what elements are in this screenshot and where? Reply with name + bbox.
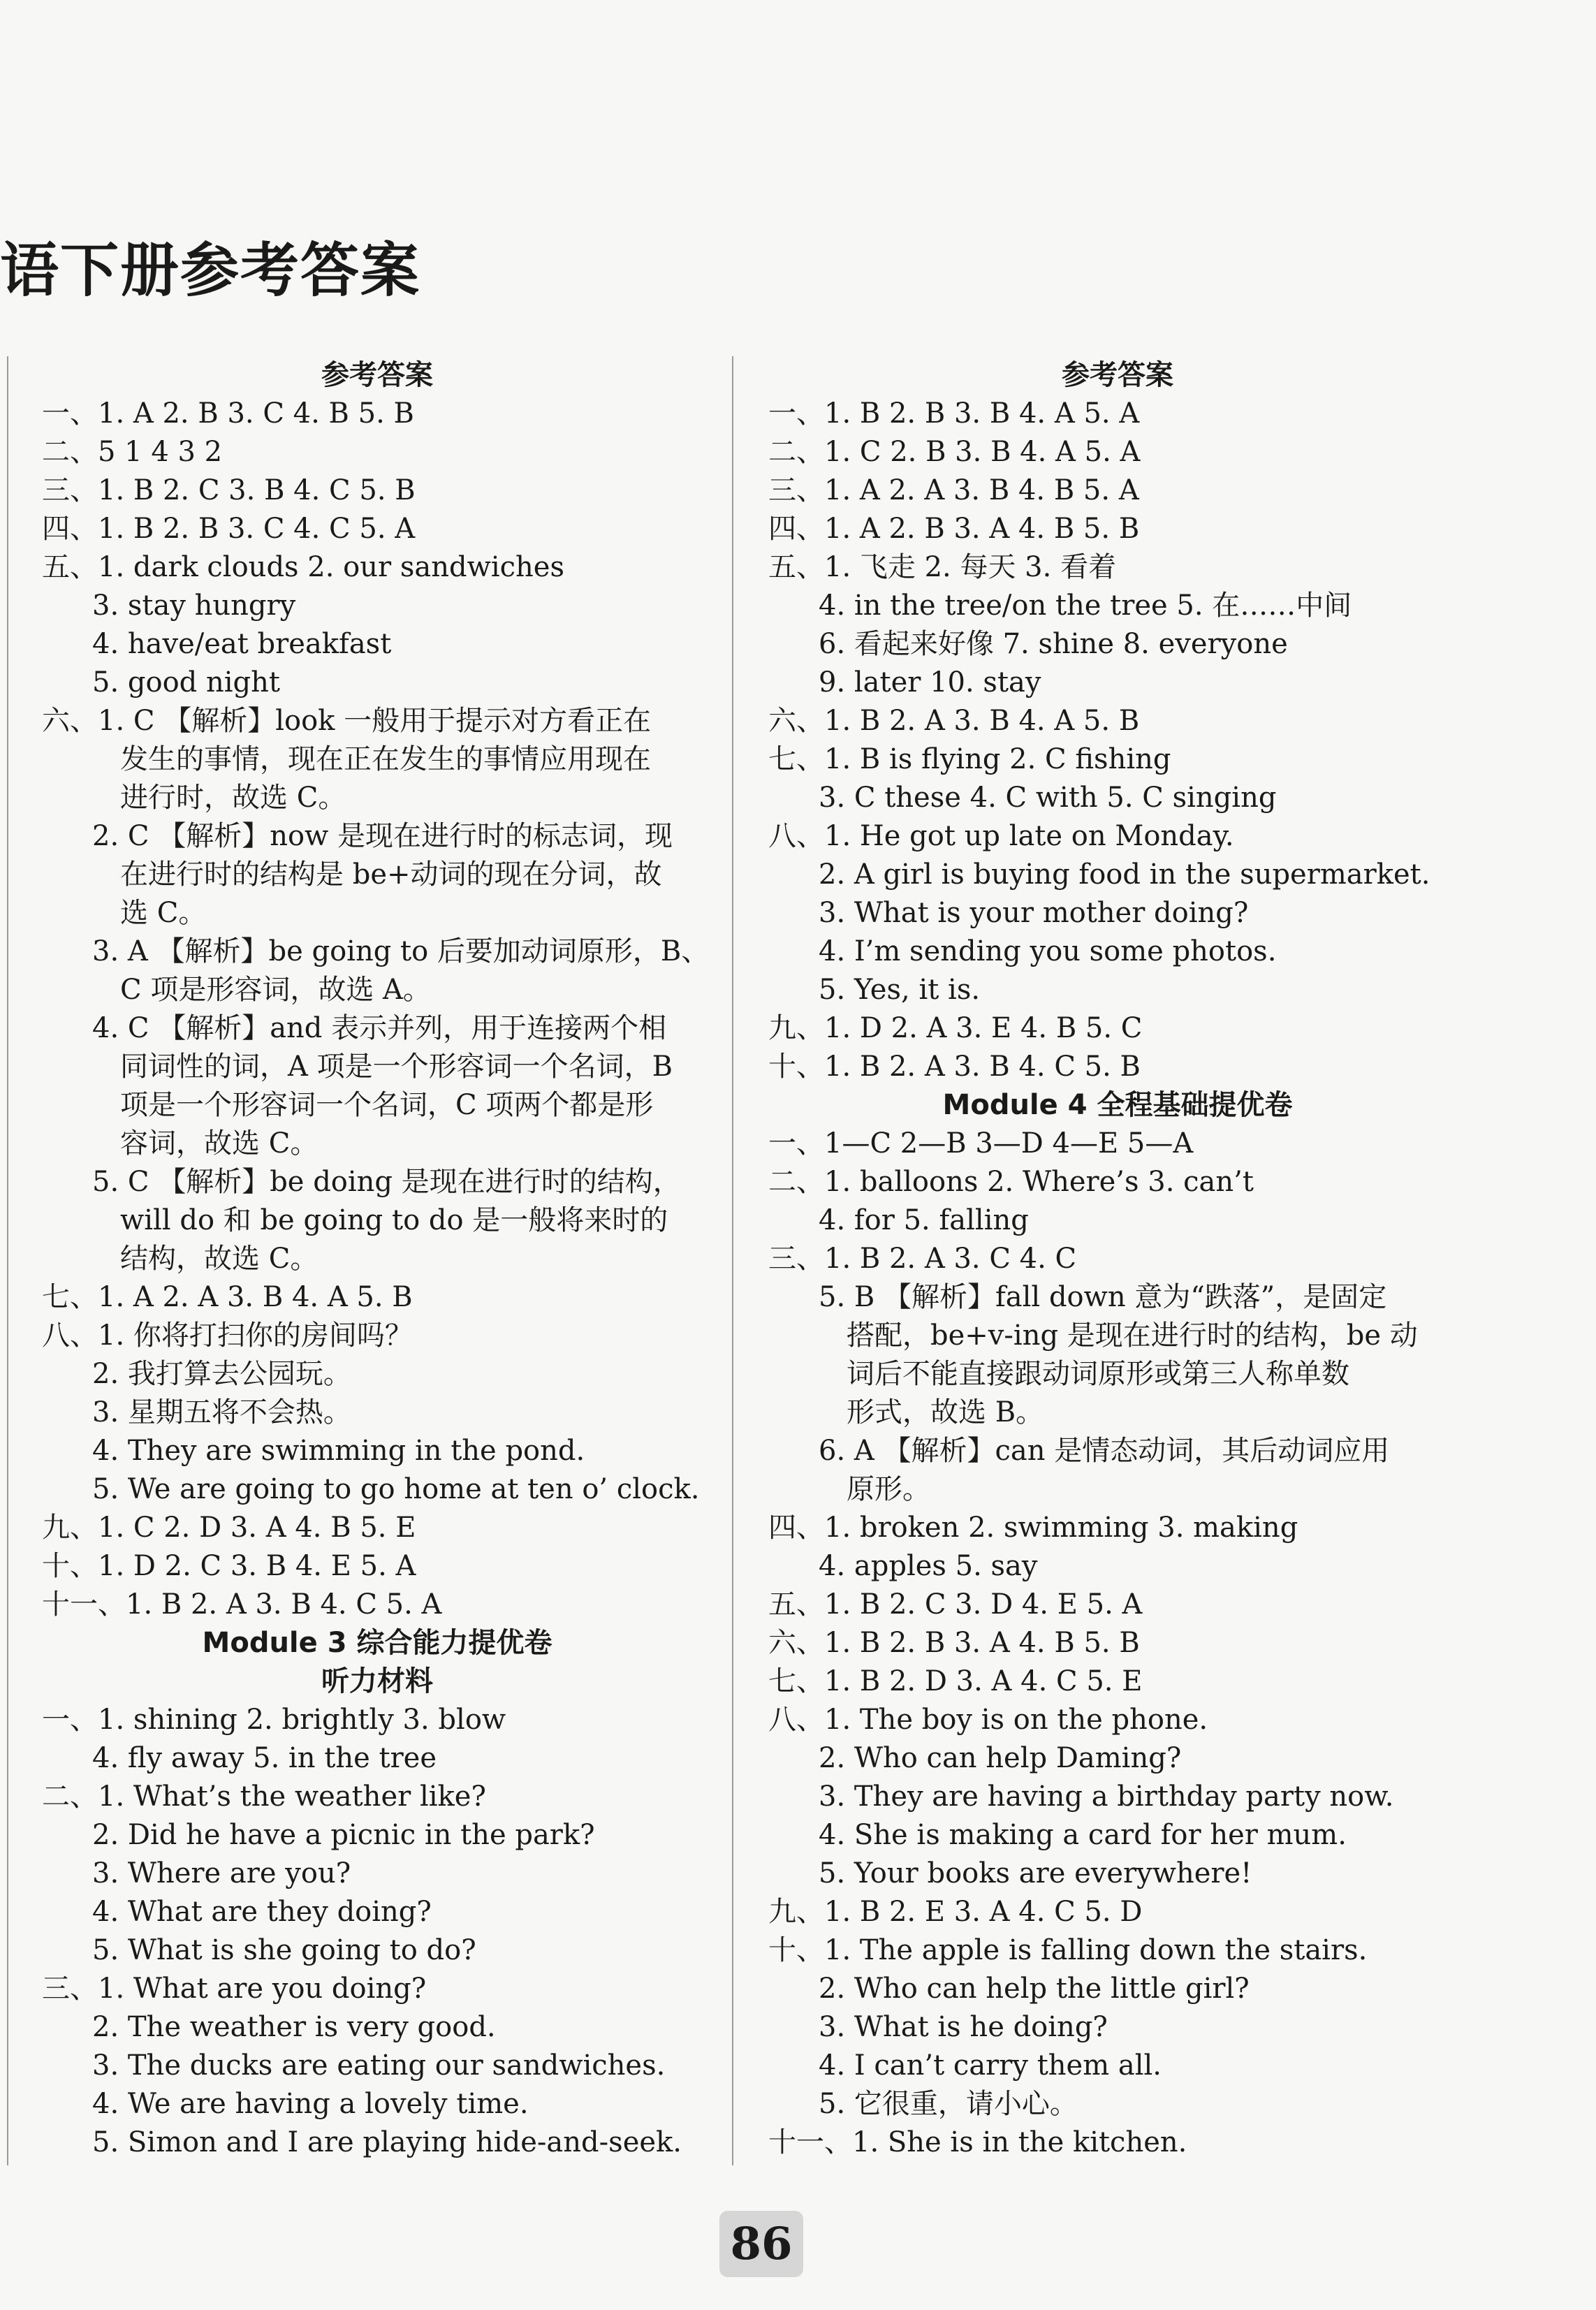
answer-line: 八、1. The boy is on the phone.: [768, 1704, 1208, 1736]
answer-line: 4. We are having a lovely time.: [92, 2088, 529, 2120]
answer-line: 4. have/eat breakfast: [92, 628, 392, 660]
answer-line: 二、5 1 4 3 2: [42, 436, 223, 468]
answer-line: 四、1. B 2. B 3. C 4. C 5. A: [42, 513, 416, 545]
left-answer-column: [42, 356, 712, 2162]
answer-line: 十一、1. B 2. A 3. B 4. C 5. A: [42, 1588, 442, 1621]
answer-line: 七、1. A 2. A 3. B 4. A 5. B: [42, 1281, 413, 1313]
answer-line: 一、1. B 2. B 3. B 4. A 5. A: [768, 397, 1140, 430]
page-number: 86: [719, 2211, 803, 2277]
answer-line: 三、1. B 2. C 3. B 4. C 5. B: [42, 474, 416, 506]
answer-line: 4. What are they doing?: [92, 1896, 432, 1928]
page-title: 语下册参考答案: [0, 236, 421, 305]
section-heading: Module 3 综合能力提优卷: [202, 1627, 552, 1659]
answer-line: 九、1. D 2. A 3. E 4. B 5. C: [768, 1012, 1143, 1044]
answer-line: 二、1. What’s the weather like?: [42, 1781, 486, 1813]
answer-line: 词后不能直接跟动词原形或第三人称单数: [847, 1358, 1349, 1390]
answer-line: 一、1. shining 2. brightly 3. blow: [42, 1704, 506, 1736]
answer-line: 搭配，be+v-ing 是现在进行时的结构，be 动: [847, 1320, 1418, 1352]
answer-line: 形式，故选 B。: [847, 1396, 1044, 1428]
answer-line: 4. I’m sending you some photos.: [819, 935, 1277, 967]
answer-line: 三、1. A 2. A 3. B 4. B 5. A: [768, 474, 1139, 506]
left-margin-rule: [7, 356, 8, 2165]
answer-line: C 项是形容词，故选 A。: [120, 974, 431, 1006]
answer-line: 5. C 【解析】be doing 是现在进行时的结构，: [92, 1166, 681, 1198]
answer-line: 三、1. B 2. A 3. C 4. C: [768, 1243, 1077, 1275]
answer-line: 八、1. 你将打扫你的房间吗？: [42, 1320, 413, 1352]
answer-line: 十一、1. She is in the kitchen.: [768, 2126, 1187, 2158]
answer-line: 六、1. B 2. A 3. B 4. A 5. B: [768, 705, 1140, 737]
answer-line: 七、1. B 2. D 3. A 4. C 5. E: [768, 1665, 1143, 1697]
answer-line: 2. Did he have a picnic in the park?: [92, 1819, 595, 1851]
answer-line: 2. A girl is buying food in the supermarket.: [819, 858, 1430, 891]
answer-line: 4. She is making a card for her mum.: [819, 1819, 1347, 1851]
section-heading: 参考答案: [1062, 359, 1173, 391]
answer-line: 八、1. He got up late on Monday.: [768, 820, 1234, 852]
answer-line: 原形。: [847, 1473, 930, 1505]
answer-line: 3. What is your mother doing?: [819, 897, 1249, 929]
answer-line: 3. They are having a birthday party now.: [819, 1781, 1394, 1813]
answer-line: 4. in the tree/on the tree 5. 在……中间: [819, 590, 1352, 622]
answer-line: 3. stay hungry: [92, 590, 296, 622]
answer-line: 3. 星期五将不会热。: [92, 1396, 351, 1428]
answer-line: 4. fly away 5. in the tree: [92, 1742, 437, 1774]
answer-line: 2. Who can help the little girl?: [819, 1973, 1250, 2005]
answer-line: 五、1. B 2. C 3. D 4. E 5. A: [768, 1588, 1143, 1621]
answer-line: 3. A 【解析】be going to 后要加动词原形，B、: [92, 935, 710, 967]
right-answer-column: [768, 356, 1467, 2162]
answer-line: 四、1. A 2. B 3. A 4. B 5. B: [768, 513, 1140, 545]
answer-line: 六、1. B 2. B 3. A 4. B 5. B: [768, 1627, 1140, 1659]
answer-line: 四、1. broken 2. swimming 3. making: [768, 1512, 1298, 1544]
answer-line: 一、1. A 2. B 3. C 4. B 5. B: [42, 397, 414, 430]
answer-line: 6. A 【解析】can 是情态动词，其后动词应用: [819, 1435, 1390, 1467]
answer-line: 9. later 10. stay: [819, 666, 1041, 699]
answer-line: 十、1. D 2. C 3. B 4. E 5. A: [42, 1550, 416, 1582]
answer-line: 3. Where are you?: [92, 1857, 351, 1889]
answer-line: 2. 我打算去公园玩。: [92, 1358, 351, 1390]
answer-line: 五、1. dark clouds 2. our sandwiches: [42, 551, 564, 583]
answer-line: 一、1—C 2—B 3—D 4—E 5—A: [768, 1127, 1194, 1160]
answer-line: 5. B 【解析】fall down 意为“跌落”，是固定: [819, 1281, 1387, 1313]
section-heading: 参考答案: [321, 359, 433, 391]
answer-line: will do 和 be going to do 是一般将来时的: [120, 1204, 668, 1236]
answer-line: 4. for 5. falling: [819, 1204, 1029, 1236]
answer-line: 进行时，故选 C。: [120, 782, 346, 814]
answer-line: 4. apples 5. say: [819, 1550, 1038, 1582]
answer-line: 九、1. B 2. E 3. A 4. C 5. D: [768, 1896, 1143, 1928]
answer-line: 5. We are going to go home at ten o’ clock.: [92, 1473, 700, 1505]
answer-line: 同词性的词，A 项是一个形容词一个名词，B: [120, 1051, 673, 1083]
answer-line: 5. Yes, it is.: [819, 974, 981, 1006]
answer-line: 3. The ducks are eating our sandwiches.: [92, 2049, 666, 2082]
answer-line: 4. C 【解析】and 表示并列，用于连接两个相: [92, 1012, 667, 1044]
answer-line: 项是一个形容词一个名词，C 项两个都是形: [120, 1089, 654, 1121]
answer-line: 十、1. B 2. A 3. B 4. C 5. B: [768, 1051, 1141, 1083]
answer-line: 十、1. The apple is falling down the stairs.: [768, 1934, 1368, 1966]
answer-line: 二、1. C 2. B 3. B 4. A 5. A: [768, 436, 1141, 468]
answer-line: 5. good night: [92, 666, 280, 699]
answer-line: 4. They are swimming in the pond.: [92, 1435, 585, 1467]
answer-line: 5. 它很重，请小心。: [819, 2088, 1078, 2120]
answer-line: 发生的事情，现在正在发生的事情应用现在: [120, 743, 651, 775]
answer-line: 结构，故选 C。: [120, 1243, 319, 1275]
answer-line: 容词，故选 C。: [120, 1127, 319, 1160]
answer-line: 5. Simon and I are playing hide-and-seek.: [92, 2126, 682, 2158]
answer-line: 选 C。: [120, 897, 207, 929]
answer-line: 五、1. 飞走 2. 每天 3. 看着: [768, 551, 1117, 583]
section-heading: Module 4 全程基础提优卷: [942, 1089, 1293, 1121]
answer-line: 七、1. B is flying 2. C fishing: [768, 743, 1171, 775]
answer-line: 在进行时的结构是 be+动词的现在分词，故: [120, 858, 662, 891]
answer-line: 六、1. C 【解析】look 一般用于提示对方看正在: [42, 705, 652, 737]
answer-line: 3. C these 4. C with 5. C singing: [819, 782, 1277, 814]
answer-line: 3. What is he doing?: [819, 2011, 1108, 2043]
answer-line: 九、1. C 2. D 3. A 4. B 5. E: [42, 1512, 416, 1544]
column-divider: [732, 356, 733, 2165]
answer-line: 6. 看起来好像 7. shine 8. everyone: [819, 628, 1288, 660]
answer-line: 2. Who can help Daming?: [819, 1742, 1182, 1774]
answer-line: 5. Your books are everywhere!: [819, 1857, 1252, 1889]
answer-line: 二、1. balloons 2. Where’s 3. can’t: [768, 1166, 1254, 1198]
section-heading: 听力材料: [321, 1665, 433, 1697]
answer-line: 4. I can’t carry them all.: [819, 2049, 1162, 2082]
answer-line: 2. The weather is very good.: [92, 2011, 496, 2043]
answer-line: 5. What is she going to do?: [92, 1934, 476, 1966]
answer-line: 三、1. What are you doing?: [42, 1973, 427, 2005]
answer-line: 2. C 【解析】now 是现在进行时的标志词，现: [92, 820, 673, 852]
